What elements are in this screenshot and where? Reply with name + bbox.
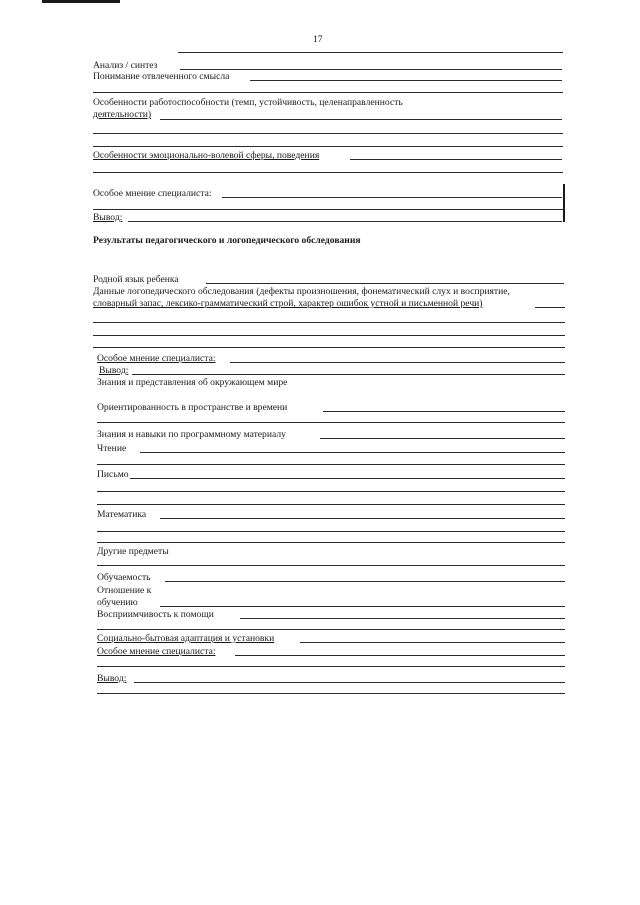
label-writing: Письмо bbox=[97, 469, 129, 480]
rule bbox=[97, 666, 565, 667]
label-work-capacity-cont: деятельности) bbox=[93, 109, 152, 120]
field-emotional bbox=[350, 159, 562, 160]
rule bbox=[97, 422, 565, 423]
section-heading: Результаты педагогического и логопедического обследования bbox=[93, 235, 361, 246]
field-native-language bbox=[206, 283, 564, 284]
label-other-subjects: Другие предметы bbox=[97, 546, 169, 557]
label-speech-conclusion: Вывод: bbox=[99, 365, 129, 376]
field-special-opinion-2 bbox=[235, 655, 565, 656]
field-work-capacity bbox=[160, 119, 562, 120]
field-help-receptivity bbox=[240, 618, 565, 619]
rule bbox=[178, 52, 563, 53]
label-special-opinion: Особое мнение специалиста: bbox=[93, 188, 212, 199]
label-reading: Чтение bbox=[97, 443, 127, 454]
field-speech-data bbox=[535, 307, 565, 308]
field-speech-special-opinion bbox=[230, 362, 565, 363]
field-writing bbox=[130, 478, 565, 479]
page-number: 17 bbox=[313, 34, 323, 45]
field-special-opinion bbox=[222, 197, 562, 198]
rule bbox=[97, 531, 565, 532]
rule bbox=[97, 542, 565, 543]
label-attitude-cont: обучению bbox=[97, 597, 138, 608]
rule bbox=[93, 347, 565, 348]
field-analysis bbox=[180, 69, 562, 70]
rule bbox=[93, 133, 563, 134]
scan-edge-mark bbox=[42, 0, 120, 3]
field-learnability bbox=[165, 581, 565, 582]
rule bbox=[93, 146, 563, 147]
margin-bar bbox=[563, 184, 565, 222]
rule bbox=[97, 464, 565, 465]
rule bbox=[97, 565, 565, 566]
rule bbox=[97, 629, 565, 630]
label-emotional: Особенности эмоционально-волевой сферы, поведения bbox=[93, 150, 320, 161]
field-conclusion-2 bbox=[134, 682, 565, 683]
label-conclusion-2: Вывод: bbox=[97, 673, 127, 684]
rule bbox=[93, 335, 565, 336]
field-math bbox=[160, 518, 565, 519]
rule bbox=[93, 209, 563, 210]
label-abstract-meaning: Понимание отвлеченного смысла bbox=[93, 71, 230, 82]
rule bbox=[97, 504, 565, 505]
label-work-capacity: Особенности работоспособности (темп, устойчивость, целенаправленность bbox=[93, 97, 403, 108]
field-speech-conclusion bbox=[132, 374, 565, 375]
label-attitude: Отношение к bbox=[97, 585, 152, 596]
field-conclusion bbox=[128, 221, 562, 222]
rule bbox=[93, 92, 563, 93]
field-program-knowledge bbox=[320, 438, 565, 439]
field-attitude bbox=[160, 606, 565, 607]
label-speech-data-cont: словарный запас, лексико-грамматический строй, характер ошибок устной и письменной речи) bbox=[93, 298, 483, 309]
label-program-knowledge: Знания и навыки по программному материалу bbox=[97, 429, 286, 440]
label-help-receptivity: Восприимчивость к помощи bbox=[97, 609, 214, 620]
label-world-knowledge: Знания и представления об окружающем мире bbox=[97, 377, 288, 388]
rule bbox=[97, 693, 565, 694]
field-reading bbox=[140, 452, 565, 453]
label-speech-data: Данные логопедического обследования (дефекты произношения, фонематический слух и восприятие, bbox=[93, 286, 510, 297]
label-learnability: Обучаемость bbox=[97, 572, 151, 583]
field-social-adaptation bbox=[300, 642, 565, 643]
field-orientation bbox=[323, 411, 565, 412]
label-social-adaptation: Социально-бытовая адаптация и установки bbox=[97, 633, 275, 644]
label-native-language: Родной язык ребенка bbox=[93, 274, 179, 285]
rule bbox=[97, 491, 565, 492]
label-math: Математика bbox=[97, 509, 147, 520]
label-speech-special-opinion: Особое мнение специалиста: bbox=[97, 353, 216, 364]
label-analysis: Анализ / синтез bbox=[93, 60, 158, 71]
field-abstract-meaning bbox=[250, 80, 562, 81]
label-special-opinion-2: Особое мнение специалиста: bbox=[97, 646, 216, 657]
rule bbox=[93, 322, 565, 323]
label-conclusion: Вывод: bbox=[93, 212, 123, 223]
rule bbox=[93, 172, 563, 173]
label-orientation: Ориентированность в пространстве и времени bbox=[97, 402, 288, 413]
